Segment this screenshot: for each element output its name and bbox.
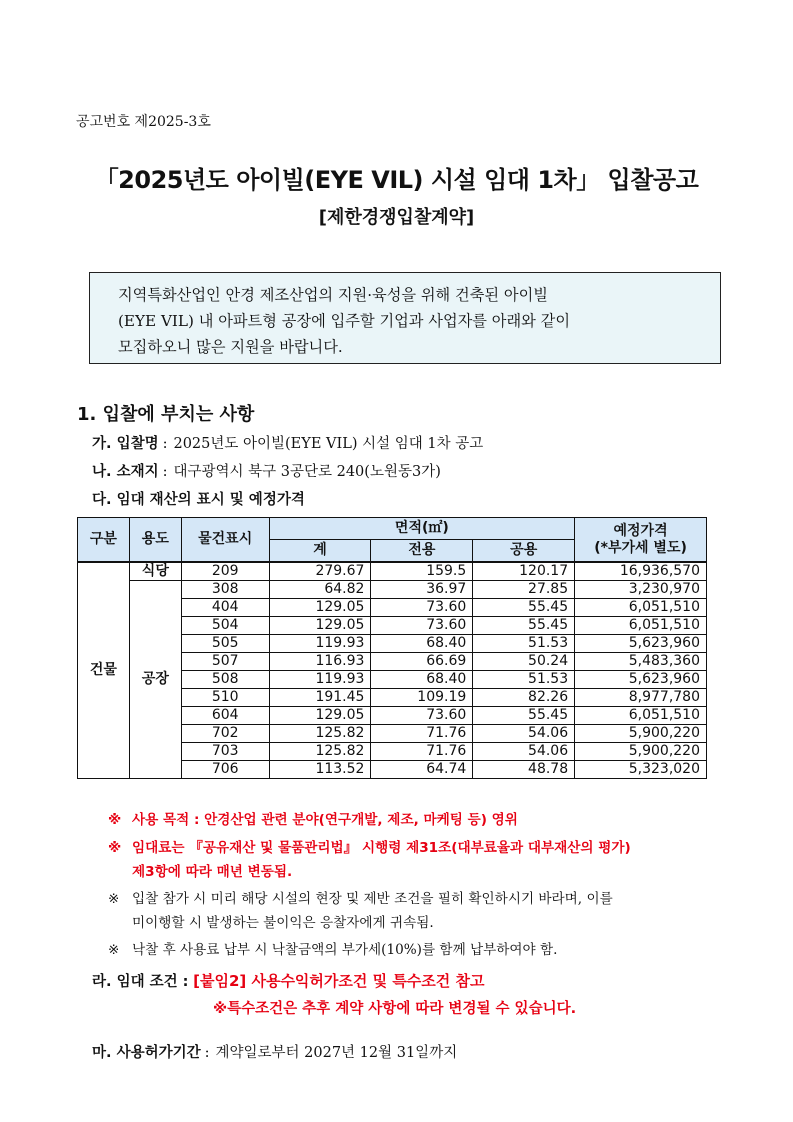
cell-area-total: 116.93 [269, 653, 371, 671]
cell-price: 5,900,220 [575, 743, 707, 761]
cell-area-total: 129.05 [269, 707, 371, 725]
item-label: 가. 입찰명 [92, 436, 159, 452]
cell-area-common: 27.85 [473, 581, 575, 599]
section-heading: 1. 입찰에 부치는 사항 [77, 404, 255, 425]
header-category: 구분 [78, 518, 130, 563]
cell-area-exclusive: 71.76 [371, 725, 473, 743]
cell-use: 식당 [129, 562, 181, 581]
header-total: 계 [269, 540, 371, 563]
cell-area-total: 64.82 [269, 581, 371, 599]
cell-area-common: 55.45 [473, 617, 575, 635]
cell-area-total: 129.05 [269, 617, 371, 635]
cell-area-exclusive: 71.76 [371, 743, 473, 761]
header-price-note: (*부가세 별도) [594, 539, 687, 556]
cell-unit: 604 [181, 707, 269, 725]
item-value: 대구광역시 북구 3공단로 240(노원동3가) [173, 464, 441, 480]
cell-price: 6,051,510 [575, 617, 707, 635]
cell-price: 5,900,220 [575, 725, 707, 743]
page-title: 「2025년도 아이빌(EYE VIL) 시설 임대 1차」 입찰공고 [94, 166, 699, 194]
cell-unit: 308 [181, 581, 269, 599]
cell-price: 5,623,960 [575, 671, 707, 689]
note-site-check-cont: 미이행할 시 발생하는 불이익은 응찰자에게 귀속됨. [132, 915, 434, 931]
item-value: 계약일로부터 2027년 12월 31일까지 [215, 1045, 458, 1061]
cell-price: 5,323,020 [575, 761, 707, 779]
cell-area-exclusive: 109.19 [371, 689, 473, 707]
cell-area-exclusive: 36.97 [371, 581, 473, 599]
cell-use: 공장 [129, 581, 181, 779]
cell-area-common: 55.45 [473, 707, 575, 725]
cell-unit: 404 [181, 599, 269, 617]
cell-unit: 504 [181, 617, 269, 635]
cell-area-common: 54.06 [473, 743, 575, 761]
cell-area-common: 82.26 [473, 689, 575, 707]
cell-unit: 209 [181, 562, 269, 581]
note-mark: ※ [108, 840, 122, 856]
cell-unit: 507 [181, 653, 269, 671]
table-row [78, 581, 707, 599]
note-mark: ※ [108, 812, 122, 828]
cell-price: 6,051,510 [575, 707, 707, 725]
intro-line: (EYE VIL) 내 아파트형 공장에 입주할 기업과 사업자를 아래와 같이 [118, 312, 570, 330]
cell-area-common: 50.24 [473, 653, 575, 671]
item-label: 마. 사용허가기간 [92, 1045, 201, 1061]
header-use: 용도 [129, 518, 181, 563]
cell-unit: 505 [181, 635, 269, 653]
note-vat: ※ 낙찰 후 사용료 납부 시 낙찰금액의 부가세(10%)를 함께 납부하여야 함. [108, 942, 558, 958]
notice-number: 공고번호 제2025-3호 [76, 114, 211, 130]
item-property-display [92, 488, 305, 509]
cell-unit: 702 [181, 725, 269, 743]
cell-unit: 706 [181, 761, 269, 779]
item-permit-period: 마. 사용허가기간 : 계약일로부터 2027년 12월 31일까지 [92, 1045, 458, 1061]
cell-area-exclusive: 68.40 [371, 671, 473, 689]
header-common: 공용 [473, 540, 575, 563]
table-body [78, 562, 707, 779]
cell-area-total: 119.93 [269, 671, 371, 689]
note-rent: ※ 임대료는 『공유재산 및 물품관리법』 시행령 제31조(대부료율과 대부재산의 평가) [108, 840, 631, 856]
cell-area-common: 55.45 [473, 599, 575, 617]
cell-area-common: 54.06 [473, 725, 575, 743]
header-price [575, 518, 707, 563]
cell-area-total: 119.93 [269, 635, 371, 653]
note-purpose: ※ 사용 목적 : 안경산업 관련 분야(연구개발, 제조, 마케팅 등) 영위 [108, 812, 518, 828]
intro-line: 모집하오니 많은 지원을 바랍니다. [118, 338, 343, 356]
intro-box [89, 272, 721, 364]
item-value: 2025년도 아이빌(EYE VIL) 시설 임대 1차 공고 [173, 436, 484, 452]
cell-area-exclusive: 73.60 [371, 617, 473, 635]
cell-area-common: 51.53 [473, 671, 575, 689]
cell-price: 16,936,570 [575, 562, 707, 581]
item-bid-name: 가. 입찰명 : 2025년도 아이빌(EYE VIL) 시설 임대 1차 공고 [92, 436, 484, 452]
item-lease-conditions [92, 970, 484, 991]
cell-price: 3,230,970 [575, 581, 707, 599]
cell-unit: 508 [181, 671, 269, 689]
cell-area-total: 129.05 [269, 599, 371, 617]
cell-area-exclusive: 64.74 [371, 761, 473, 779]
cell-price: 5,623,960 [575, 635, 707, 653]
property-table [77, 517, 707, 779]
cell-area-common: 51.53 [473, 635, 575, 653]
cell-area-exclusive: 73.60 [371, 707, 473, 725]
header-property: 물건표시 [181, 518, 269, 563]
cell-area-exclusive: 66.69 [371, 653, 473, 671]
table-row [78, 562, 707, 581]
cell-area-common: 120.17 [473, 562, 575, 581]
cell-price: 8,977,780 [575, 689, 707, 707]
header-area: 면적(㎡) [269, 518, 575, 540]
cell-area-exclusive: 73.60 [371, 599, 473, 617]
cell-category: 건물 [78, 562, 130, 779]
cell-area-total: 279.67 [269, 562, 371, 581]
item-location: 나. 소재지 : 대구광역시 북구 3공단로 240(노원동3가) [92, 464, 441, 480]
cell-area-total: 191.45 [269, 689, 371, 707]
cell-area-exclusive: 159.5 [371, 562, 473, 581]
cell-unit: 703 [181, 743, 269, 761]
cell-area-common: 48.78 [473, 761, 575, 779]
cell-area-exclusive: 68.40 [371, 635, 473, 653]
cell-price: 6,051,510 [575, 599, 707, 617]
note-mark: ※ [108, 891, 120, 907]
page-subtitle: [제한경쟁입찰계약] [318, 207, 475, 228]
cell-unit: 510 [181, 689, 269, 707]
header-exclusive: 전용 [371, 540, 473, 563]
note-site-check: ※ 입찰 참가 시 미리 해당 시설의 현장 및 제반 조건을 필히 확인하시기 바라며, 이를 [108, 891, 613, 907]
item-label: 다. 임대 재산의 표시 및 예정가격 [92, 492, 305, 508]
item-label: 라. 임대 조건 : [92, 974, 189, 990]
special-conditions-note: ※특수조건은 추후 계약 사항에 따라 변경될 수 있습니다. [213, 1001, 577, 1017]
cell-area-total: 113.52 [269, 761, 371, 779]
note-rent-cont: 제3항에 따라 매년 변동됨. [132, 864, 293, 880]
header-price-label: 예정가격 [613, 522, 668, 539]
cell-area-total: 125.82 [269, 725, 371, 743]
note-mark: ※ [108, 942, 120, 958]
cell-area-total: 125.82 [269, 743, 371, 761]
item-label: 나. 소재지 [92, 464, 159, 480]
item-value: [붙임2] 사용수익허가조건 및 특수조건 참고 [193, 972, 485, 990]
cell-price: 5,483,360 [575, 653, 707, 671]
intro-line: 지역특화산업인 안경 제조산업의 지원·육성을 위해 건축된 아이빌 [118, 286, 548, 304]
